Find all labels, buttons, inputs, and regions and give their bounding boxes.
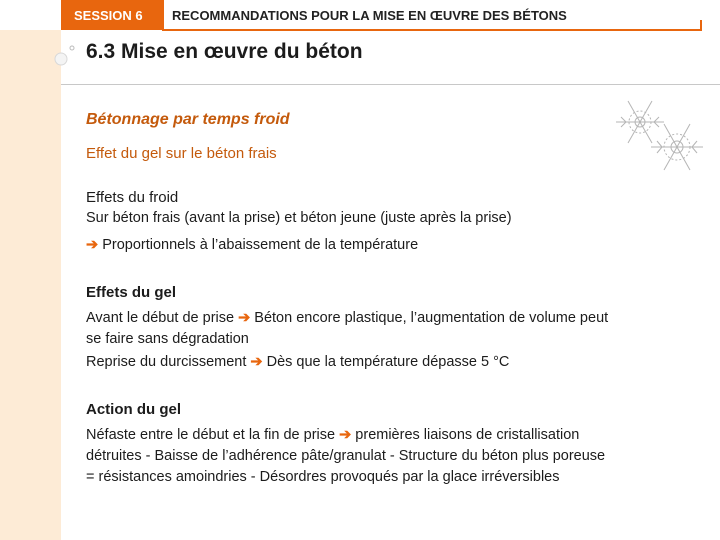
gel-p1-c: se faire sans dégradation: [86, 331, 249, 347]
session-tab: [61, 0, 162, 30]
header-divider: [162, 0, 164, 30]
arrow-right-icon: ➔: [86, 237, 99, 253]
gel-title: Effets du gel: [86, 284, 177, 301]
gel-p2-b: Dès que la température dépasse 5 °C: [266, 354, 510, 370]
action-l1-b: premières liaisons de cristallisation: [355, 427, 580, 443]
session-label: SESSION 6: [74, 7, 143, 23]
froid-title: Effets du froid: [86, 189, 179, 206]
arrow-right-icon: ➔: [250, 354, 263, 370]
action-l3: = résistances amoindries - Désordres provoqués par la glace irréversibles: [86, 469, 560, 485]
action-title: Action du gel: [86, 401, 181, 418]
action-l1-a: Néfaste entre le début et la fin de prise: [86, 427, 336, 443]
froid-line2: Proportionnels à l’abaissement de la température: [102, 237, 419, 253]
gel-p2-a: Reprise du durcissement: [86, 354, 247, 370]
page-title: 6.3 Mise en œuvre du béton: [86, 40, 363, 63]
section-subheading: Effet du gel sur le béton frais: [86, 145, 277, 162]
arrow-right-icon: ➔: [339, 427, 352, 443]
action-l2: détruites - Baisse de l’adhérence pâte/granulat - Structure du béton plus poreuse: [86, 448, 606, 464]
sidebar-band: [0, 30, 61, 540]
header-rule-end: [700, 20, 702, 31]
gel-p1-a: Avant le début de prise: [86, 310, 235, 326]
action-text: [86, 425, 605, 488]
gel-p1-b: Béton encore plastique, l’augmentation de volume peut: [254, 310, 609, 326]
gel-p1: [86, 308, 608, 350]
title-bullet-icon: [52, 44, 82, 68]
title-divider: [61, 84, 720, 85]
snowflake-icon: [605, 92, 710, 182]
header-rule: [162, 29, 702, 31]
gel-p2: [86, 352, 509, 373]
section-heading: Bétonnage par temps froid: [86, 111, 290, 128]
arrow-right-icon: ➔: [238, 310, 251, 326]
froid-line1: Sur béton frais (avant la prise) et béton jeune (juste après la prise): [86, 210, 512, 226]
section-title: RECOMMANDATIONS POUR LA MISE EN ŒUVRE DES BÉTONS: [172, 7, 567, 23]
froid-line2-row: [86, 235, 418, 256]
